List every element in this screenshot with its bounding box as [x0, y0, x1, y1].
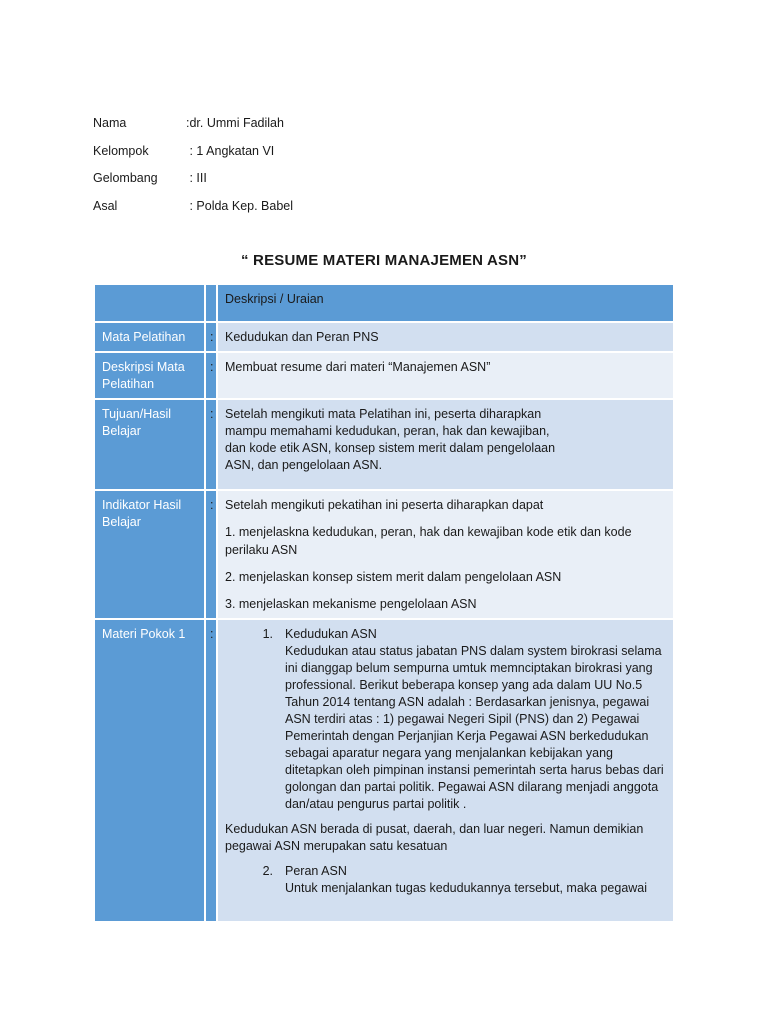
gelombang-label: Gelombang — [93, 171, 158, 185]
list-body — [285, 863, 666, 897]
deskripsi-label: Deskripsi Mata Pelatihan — [95, 353, 204, 398]
deskripsi-value: Membuat resume dari materi “Manajemen ASN” — [218, 353, 673, 398]
materi-pokok-cell — [218, 620, 673, 921]
header-blank-cell — [95, 285, 204, 321]
kelompok-label: Kelompok — [93, 143, 149, 158]
kedudukan-title: Kedudukan ASN — [285, 627, 377, 641]
kelompok-value: : 1 Angkatan VI — [186, 143, 275, 158]
document-title: “ RESUME MATERI MANAJEMEN ASN” — [240, 252, 527, 269]
materi-content — [225, 626, 666, 905]
peran-title: Peran ASN — [285, 864, 347, 878]
list-item — [225, 626, 666, 813]
table-row-materi-pokok — [95, 620, 673, 921]
tujuan-value: Setelah mengikuti mata Pelatihan ini, peserta diharapkan mampu memahami kedudukan, peran, hak dan kewajiban, dan kode etik ASN, konsep sistem merit dalam pengelolaan ASN, dan pengelolaan ASN. — [225, 407, 556, 472]
colon: : — [206, 620, 216, 921]
list-number: 2. — [262, 864, 273, 878]
nama-value: :dr. Ummi Fadilah — [186, 116, 284, 130]
header-label: Deskripsi / Uraian — [218, 285, 673, 321]
tujuan-cell — [218, 400, 673, 489]
list-item: 1. menjelaskna kedudukan, peran, hak dan kewajiban kode etik dan kode perilaku ASN — [225, 525, 632, 557]
list-item: 2. menjelaskan konsep sistem merit dalam pengelolaan ASN — [225, 570, 562, 584]
identity-block — [93, 116, 293, 226]
indikator-label: Indikator Hasil Belajar — [95, 491, 204, 618]
table-header-row — [95, 285, 673, 321]
mata-pelatihan-value: Kedudukan dan Peran PNS — [218, 323, 673, 351]
info-row-kelompok — [93, 144, 293, 172]
table-row-indikator — [95, 491, 673, 618]
list-item — [225, 863, 666, 897]
tujuan-label: Tujuan/Hasil Belajar — [95, 400, 204, 489]
list-number: 1. — [262, 627, 273, 641]
list-item: 3. menjelaskan mekanisme pengelolaan ASN — [225, 597, 477, 611]
colon: : — [206, 491, 216, 618]
asal-label: Asal — [93, 198, 118, 213]
table-row-mata-pelatihan — [95, 323, 673, 351]
table-row-deskripsi — [95, 353, 673, 398]
kedudukan-text: Kedudukan atau status jabatan PNS dalam system birokrasi selama ini dianggap belum sempurna umtuk memnciptakan birokrasi yang professional. Berikut beberapa konsep yang ada dalam UU No.5 Tahun 2014 tentang ASN adalah : Berdasarkan jenisnya, pegawai ASN terdiri atas : 1) pegawai Negeri Sipil (PNS) dan 2) Pegawai Pemerintah dengan Perjanjian Kerja Pegawai ASN berkedudukan sebagai aparatur negara yang menjalankan kebijakan yang ditetapkan oleh pimpinan instansi pemerintah serta harus bebas dari golongan dan partai politik. Pegawai ASN dilarang menjadi anggota dan/atau pengurus partai politik . — [285, 644, 664, 811]
materi-pokok-label: Materi Pokok 1 — [95, 620, 204, 921]
table-row-tujuan — [95, 400, 673, 489]
gelombang-value: : III — [186, 171, 207, 185]
list-body — [285, 626, 666, 813]
colon: : — [206, 400, 216, 489]
info-row-asal — [93, 199, 293, 227]
colon: : — [206, 323, 216, 351]
nama-label: Nama — [93, 116, 127, 130]
info-row-gelombang — [93, 171, 293, 199]
kedudukan-paragraph: Kedudukan ASN berada di pusat, daerah, dan luar negeri. Namun demikian pegawai ASN merupakan satu kesatuan — [225, 822, 644, 853]
header-colon-cell — [206, 285, 216, 321]
info-row-nama — [93, 116, 293, 144]
peran-text: Untuk menjalankan tugas kedudukannya tersebut, maka pegawai — [285, 881, 648, 895]
asal-value: : Polda Kep. Babel — [186, 198, 294, 213]
colon: : — [206, 353, 216, 398]
indikator-cell — [218, 491, 673, 618]
indikator-intro: Setelah mengikuti pekatihan ini peserta diharapkan dapat — [225, 498, 544, 512]
mata-pelatihan-label: Mata Pelatihan — [95, 323, 204, 351]
resume-table — [93, 283, 675, 923]
